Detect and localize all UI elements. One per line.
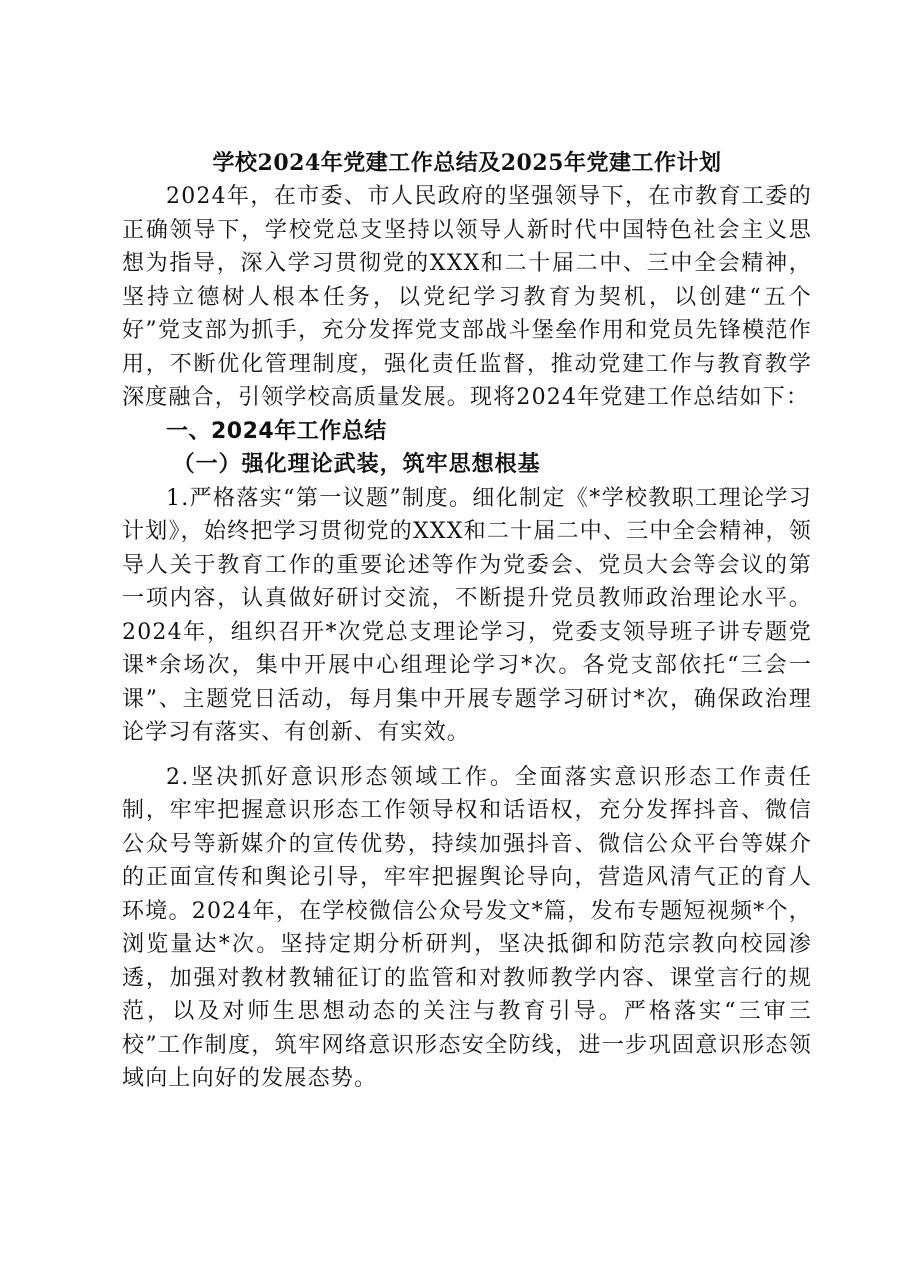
document-title: 学校2024年党建工作总结及2025年党建工作计划 (212, 150, 722, 176)
subsection-heading-theory: （一）强化理论武装，筑牢思想根基 (172, 451, 541, 477)
paragraph-item-2: 2.坚决抓好意识形态领域工作。全面落实意识形态工作责任制，牢牢把握意识形态工作领导权和话语权，充分发挥抖音、微信公众号等新媒介的宣传优势，持续加强抖音、微信公众平台等媒介的正面宣传和舆论引导，牢牢把握舆论导向，营造风清气正的育人环境。2024年，在学校微信公众号发文*篇，发布专题短视频*个，浏览量达*次。坚持定期分析研判，坚决抵御和防范宗教向校园渗透，加强对教材教辅征订的监管和对教师教学内容、课堂言行的规范，以及对师生思想动态的关注与教育引导。严格落实“三审三校”工作制度，筑牢网络意识形态安全防线，进一步巩固意识形态领域向上向好的发展态势。 (122, 764, 812, 1091)
section-heading-2024-summary: 一、2024年工作总结 (166, 418, 387, 444)
intro-paragraph: 2024年，在市委、市人民政府的坚强领导下，在市教育工委的正确领导下，学校党总支坚持以领导人新时代中国特色社会主义思想为指导，深入学习贯彻党的XXX和二十届二中、三中全会精神，坚持立德树人根本任务，以党纪学习教育为契机，以创建“五个好”党支部为抓手，充分发挥党支部战斗堡垒作用和党员先锋模范作用，不断优化管理制度，强化责任监督，推动党建工作与教育教学深度融合，引领学校高质量发展。现将2024年党建工作总结如下： (122, 184, 812, 410)
paragraph-item-1: 1.严格落实“第一议题”制度。细化制定《*学校教职工理论学习计划》，始终把学习贯彻党的XXX和二十届二中、三中全会精神，领导人关于教育工作的重要论述等作为党委会、党员大会等会议的第一项内容，认真做好研讨交流，不断提升党员教师政治理论水平。2024年，组织召开*次党总支理论学习，党委支领导班子讲专题党课*余场次，集中开展中心组理论学习*次。各党支部依托“三会一课”、主题党日活动，每月集中开展专题学习研讨*次，确保政治理论学习有落实、有创新、有实效。 (122, 485, 812, 745)
document-body (122, 146, 812, 1096)
paragraph-gap (122, 750, 812, 761)
